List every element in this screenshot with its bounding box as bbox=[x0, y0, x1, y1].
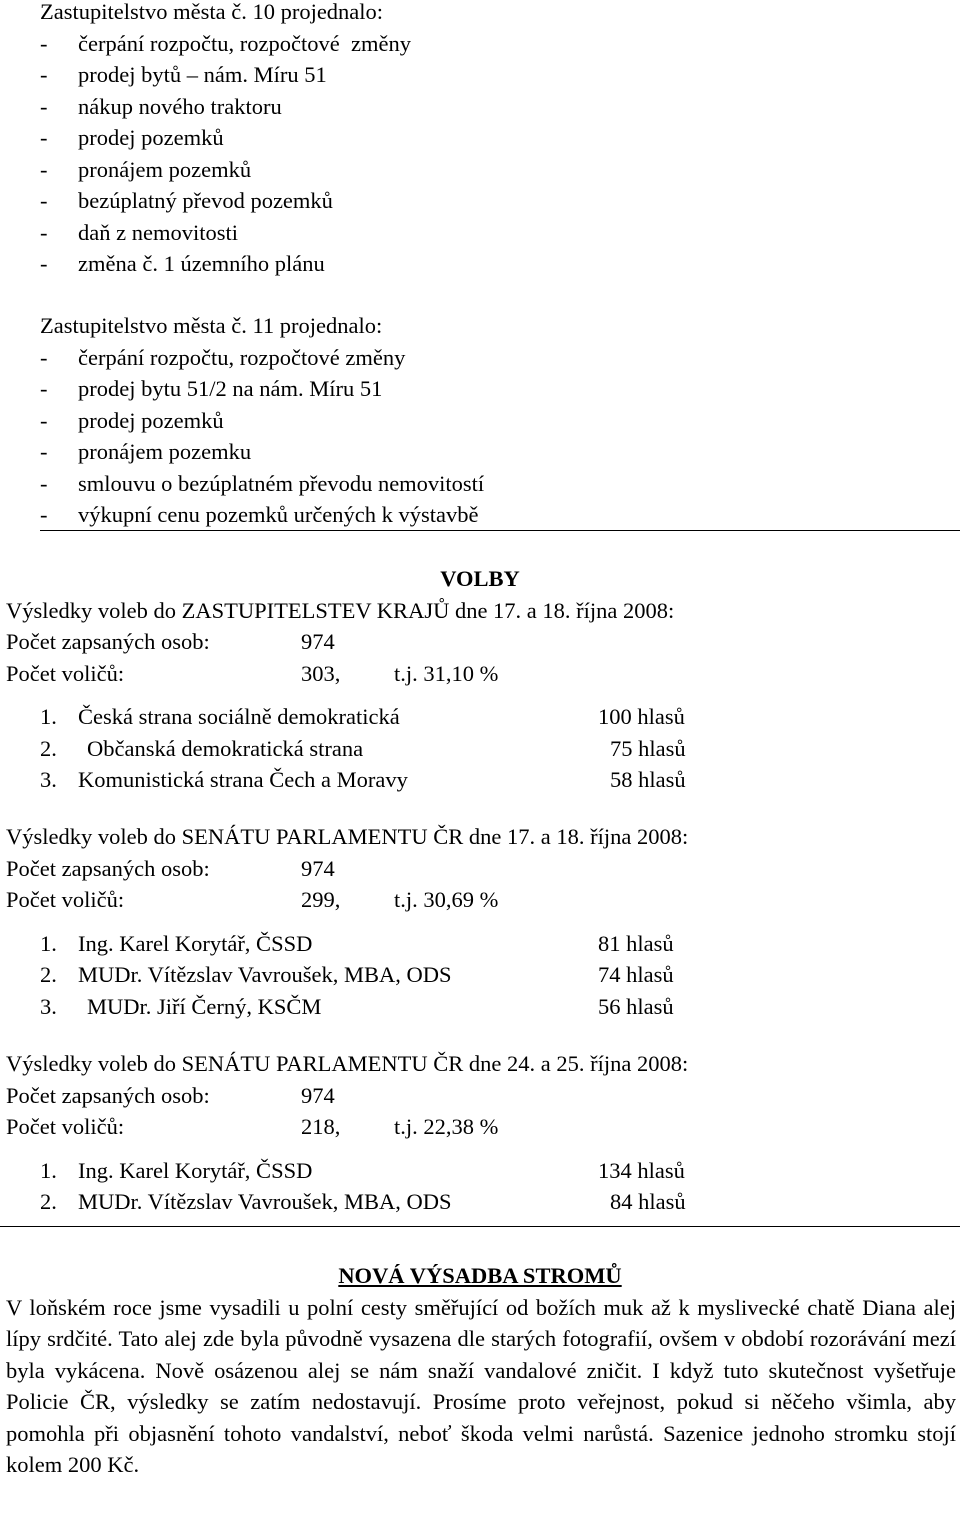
senate-1-section bbox=[0, 821, 960, 1022]
table-row: 2. MUDr. Vítězslav Vavroušek, MBA, ODS 74 hlasů bbox=[40, 962, 674, 987]
list-item: - čerpání rozpočtu, rozpočtové změny bbox=[40, 30, 411, 56]
table-row: 1. Ing. Karel Korytář, ČSSD 134 hlasů bbox=[40, 1157, 685, 1183]
list-item: - čerpání rozpočtu, rozpočtové změny bbox=[40, 344, 406, 370]
table-row: 2. Občanská demokratická strana 75 hlasů bbox=[40, 735, 686, 761]
council-11-heading: Zastupitelstvo města č. 11 projednalo: bbox=[40, 313, 383, 338]
list-item: - smlouvu o bezúplatném převodu nemovitostí bbox=[40, 470, 485, 496]
senate-2-heading: Výsledky voleb do SENÁTU PARLAMENTU ČR dne 24. a 25. října 2008: bbox=[6, 1051, 689, 1076]
senate-1-heading: Výsledky voleb do SENÁTU PARLAMENTU ČR dne 17. a 18. října 2008: bbox=[6, 824, 689, 849]
senate-1-registered: Počet zapsaných osob: 974 bbox=[6, 855, 335, 881]
list-item: - pronájem pozemků bbox=[40, 156, 252, 182]
senate-2-registered: Počet zapsaných osob: 974 bbox=[6, 1082, 335, 1108]
senate-2-voters: Počet voličů: 218, t.j. 22,38 % bbox=[6, 1114, 499, 1139]
table-row: 2. MUDr. Vítězslav Vavroušek, MBA, ODS 84 hlasů bbox=[40, 1189, 686, 1214]
table-row: 3. MUDr. Jiří Černý, KSČM 56 hlasů bbox=[40, 993, 674, 1019]
senate-2-section bbox=[0, 1048, 960, 1218]
list-item: - prodej bytu 51/2 na nám. Míru 51 bbox=[40, 376, 383, 401]
list-item: - změna č. 1 územního plánu bbox=[40, 251, 325, 276]
elections-section bbox=[0, 563, 960, 796]
senate-1-voters: Počet voličů: 299, t.j. 30,69 % bbox=[6, 887, 499, 912]
section-divider bbox=[40, 530, 960, 531]
list-item: - prodej bytů – nám. Míru 51 bbox=[40, 62, 327, 87]
list-item: - bezúplatný převod pozemků bbox=[40, 188, 333, 213]
list-item: - nákup nového traktoru bbox=[40, 93, 282, 119]
council-11-section bbox=[0, 310, 960, 531]
regional-heading: Výsledky voleb do ZASTUPITELSTEV KRAJŮ dne 17. a 18. října 2008: bbox=[6, 597, 675, 623]
trees-paragraph: V loňském roce jsme vysadili u polní cesty směřující od božích muk až k myslivecké chatě Diana alej lípy srdčité. Tato alej zde byla původně vysazena dle starých fotografií, ovšem v období rozorávání mezí byla vykácena. Nově osázenou alej se nám snaží vandalové zničit. I když tuto skutečnost vyšetřuje Policie ČR, výsledky se zatím nedostavují. Prosíme proto veřejnost, pokud si něčeho všimla, aby pomohla při objasnění tohoto vandalství, neboť škoda velmi narůstá. Sazenice jednoho stromku stojí kolem 200 Kč. bbox=[6, 1294, 956, 1477]
elections-title: VOLBY bbox=[440, 566, 520, 591]
list-item: - pronájem pozemku bbox=[40, 439, 252, 464]
table-row: 3. Komunistická strana Čech a Moravy 58 hlasů bbox=[40, 767, 686, 792]
trees-section bbox=[0, 1260, 960, 1481]
council-10-section bbox=[0, 0, 960, 280]
list-item: - prodej pozemků bbox=[40, 125, 224, 150]
list-item: - výkupní cenu pozemků určených k výstavbě bbox=[40, 502, 479, 527]
regional-voters: Počet voličů: 303, t.j. 31,10 % bbox=[6, 660, 499, 686]
table-row: 1. Ing. Karel Korytář, ČSSD 81 hlasů bbox=[40, 930, 674, 956]
council-10-heading: Zastupitelstvo města č. 10 projednalo: bbox=[40, 0, 384, 24]
list-item: - prodej pozemků bbox=[40, 407, 224, 433]
list-item: - daň z nemovitosti bbox=[40, 219, 238, 245]
section-divider bbox=[0, 1226, 960, 1227]
table-row: 1. Česká strana sociálně demokratická 100 hlasů bbox=[40, 704, 685, 729]
trees-title: NOVÁ VÝSADBA STROMŮ bbox=[338, 1263, 622, 1288]
regional-registered: Počet zapsaných osob: 974 bbox=[6, 629, 335, 654]
